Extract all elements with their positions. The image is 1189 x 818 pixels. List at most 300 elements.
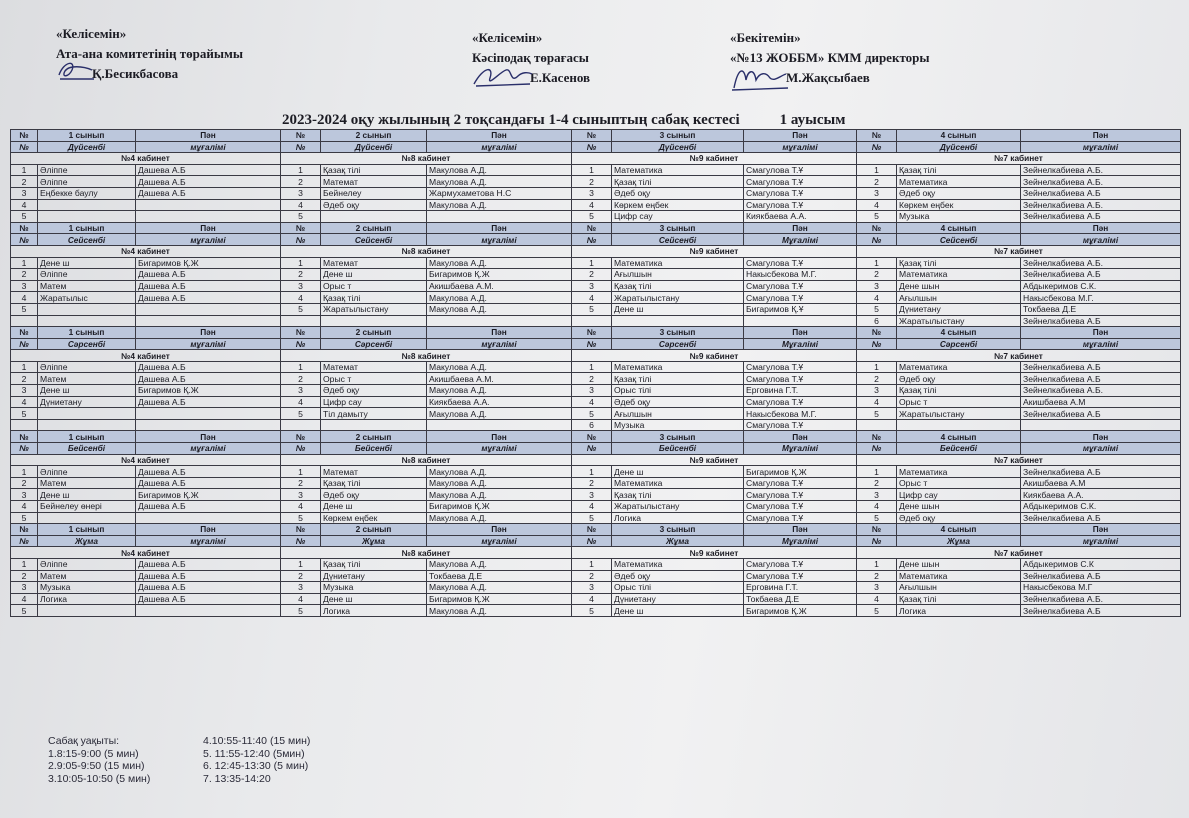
day-cell: № [11, 535, 38, 547]
teacher-cell: Зейнелкабиева А.Б [1021, 187, 1181, 199]
day-cell: № [11, 338, 38, 350]
approval-label: «Бекітемін» [730, 30, 801, 45]
room-cell: №4 кабинет [11, 245, 281, 257]
header-cell: Пән [744, 327, 857, 339]
subject-cell: Еңбекке баулу [38, 187, 136, 199]
teacher-cell: Зейнелкабиева А.Б. [1021, 176, 1181, 188]
lesson-number: 2 [572, 269, 612, 281]
subject-cell [897, 419, 1021, 431]
header-cell: Пән [744, 524, 857, 536]
subject-cell: Орыс т [321, 280, 427, 292]
subject-cell: Әліппе [38, 361, 136, 373]
day-cell: мұғалімі [744, 141, 857, 153]
bell-schedule-title: Сабақ уақыты: [48, 735, 120, 747]
lesson-number: 5 [281, 303, 321, 315]
day-cell: мұғалімі [1021, 443, 1181, 455]
lesson-row [11, 477, 1181, 489]
lesson-number: 1 [572, 466, 612, 478]
lesson-row [11, 419, 1181, 431]
subject-cell: Математ [321, 361, 427, 373]
teacher-cell: Накысбекова М.Г. [1021, 292, 1181, 304]
lesson-row [11, 501, 1181, 513]
lesson-number: 1 [281, 257, 321, 269]
subject-cell: Көркем еңбек [321, 512, 427, 524]
lesson-number: 5 [857, 303, 897, 315]
lesson-number: 4 [281, 396, 321, 408]
teacher-cell: Смагулова Т.Ұ [744, 199, 857, 211]
subject-cell: Математика [612, 164, 744, 176]
day-cell: Сәрсенбі [321, 338, 427, 350]
day-cell: Дүйсенбі [321, 141, 427, 153]
subject-cell: Матем [38, 280, 136, 292]
lesson-number: 6 [857, 315, 897, 327]
subject-cell: Дүниетану [612, 593, 744, 605]
teacher-cell: Дашева А.Б [136, 477, 281, 489]
day-cell: № [11, 234, 38, 246]
room-cell: №8 кабинет [281, 350, 572, 362]
subject-cell: Математика [612, 257, 744, 269]
schedule-header-row [11, 130, 1181, 142]
header-cell: 1 сынып [38, 327, 136, 339]
lesson-number: 3 [572, 385, 612, 397]
subject-cell: Әдеб оқу [897, 373, 1021, 385]
lesson-row [11, 396, 1181, 408]
teacher-cell: Макулова А.Д. [427, 303, 572, 315]
day-cell: Сәрсенбі [897, 338, 1021, 350]
lesson-number: 5 [572, 211, 612, 223]
subject-cell [321, 419, 427, 431]
teacher-cell: Зейнелкабиева А.Б [1021, 269, 1181, 281]
lesson-number: 1 [572, 164, 612, 176]
subject-cell: Жаратылыстану [321, 303, 427, 315]
header-cell: 1 сынып [38, 222, 136, 234]
lesson-number: 1 [11, 466, 38, 478]
lesson-number: 3 [572, 280, 612, 292]
lesson-number [11, 419, 38, 431]
schedule-header-row [11, 431, 1181, 443]
lesson-number: 2 [11, 176, 38, 188]
day-cell: мұғалімі [1021, 535, 1181, 547]
teacher-cell [744, 315, 857, 327]
subject-cell: Дүниетану [321, 570, 427, 582]
lesson-number: 3 [281, 385, 321, 397]
schedule-day-row [11, 338, 1181, 350]
lesson-number: 2 [281, 570, 321, 582]
header-cell: № [857, 130, 897, 142]
room-cell: №4 кабинет [11, 153, 281, 165]
room-cell: №8 кабинет [281, 454, 572, 466]
teacher-cell: Зейнелкабиева А.Б. [1021, 257, 1181, 269]
subject-cell: Қазақ тілі [321, 558, 427, 570]
subject-cell: Ағылшын [897, 292, 1021, 304]
teacher-cell: Абдыкеримов С.К [1021, 558, 1181, 570]
subject-cell: Матем [38, 477, 136, 489]
lesson-number: 4 [11, 593, 38, 605]
lesson-number: 5 [857, 512, 897, 524]
approval-position: Кәсіподақ төрағасы [472, 50, 589, 65]
teacher-cell: Макулова А.Д. [427, 466, 572, 478]
teacher-cell [1021, 419, 1181, 431]
subject-cell [321, 315, 427, 327]
subject-cell: Бейнелеу [321, 187, 427, 199]
lesson-number [11, 315, 38, 327]
lesson-row [11, 211, 1181, 223]
room-cell: №7 кабинет [857, 153, 1181, 165]
subject-cell: Дене ш [38, 489, 136, 501]
lesson-number: 4 [11, 501, 38, 513]
header-cell: № [11, 524, 38, 536]
lesson-number [857, 419, 897, 431]
header-cell: № [281, 130, 321, 142]
header-cell: Пән [136, 524, 281, 536]
teacher-cell: Макулова А.Д. [427, 257, 572, 269]
teacher-cell: Акишбаева А.М [1021, 396, 1181, 408]
subject-cell: Әдеб оқу [612, 570, 744, 582]
bell-period: 2.9:05-9:50 (15 мин) [48, 760, 145, 772]
teacher-cell: Дашева А.Б [136, 187, 281, 199]
teacher-cell: Абдыкеримов С.К. [1021, 280, 1181, 292]
lesson-row [11, 489, 1181, 501]
header-cell: № [11, 222, 38, 234]
subject-cell: Орыс т [897, 477, 1021, 489]
teacher-cell: Зейнелкабиева А.Б [1021, 373, 1181, 385]
teacher-cell: Смагулова Т.Ұ [744, 292, 857, 304]
lesson-number: 5 [857, 211, 897, 223]
day-cell: № [281, 443, 321, 455]
subject-cell: Әдеб оқу [897, 187, 1021, 199]
lesson-row [11, 605, 1181, 617]
subject-cell: Әліппе [38, 466, 136, 478]
subject-cell: Математика [612, 477, 744, 489]
teacher-cell: Макулова А.Д. [427, 176, 572, 188]
subject-cell: Математика [612, 558, 744, 570]
lesson-number: 4 [572, 199, 612, 211]
bell-schedule-col1 [48, 735, 150, 785]
title-text: 2023-2024 оқу жылының 2 тоқсандағы 1-4 сыныптың сабақ кестесі [282, 112, 740, 128]
day-cell: мұғалімі [427, 443, 572, 455]
teacher-cell: Смагулова Т.Ұ [744, 419, 857, 431]
approval-signer-name: Е.Касенов [530, 70, 591, 85]
subject-cell: Дене ш [38, 257, 136, 269]
day-cell: № [11, 141, 38, 153]
teacher-cell [136, 512, 281, 524]
day-cell: мұғалімі [136, 234, 281, 246]
subject-cell: Қазақ тілі [897, 164, 1021, 176]
day-cell: № [281, 338, 321, 350]
lesson-number: 3 [857, 582, 897, 594]
header-cell: 4 сынып [897, 524, 1021, 536]
header-cell: 1 сынып [38, 431, 136, 443]
lesson-row [11, 269, 1181, 281]
header-cell: № [857, 222, 897, 234]
lesson-row [11, 466, 1181, 478]
subject-cell: Әдеб оқу [612, 187, 744, 199]
subject-cell: Музыка [321, 582, 427, 594]
room-cell: №9 кабинет [572, 245, 857, 257]
teacher-cell: Киякбаева А.А. [1021, 489, 1181, 501]
teacher-cell: Бигаримов Қ.Ұ [744, 303, 857, 315]
subject-cell: Дене ш [38, 385, 136, 397]
lesson-number: 1 [572, 558, 612, 570]
teacher-cell: Дашева А.Б [136, 280, 281, 292]
teacher-cell: Макулова А.Д. [427, 292, 572, 304]
lesson-number: 5 [11, 605, 38, 617]
bell-period: 1.8:15-9:00 (5 мин) [48, 747, 139, 760]
lesson-number: 3 [281, 582, 321, 594]
schedule-day-row [11, 234, 1181, 246]
day-cell: Сәрсенбі [38, 338, 136, 350]
day-cell: № [11, 443, 38, 455]
teacher-cell: Дашева А.Б [136, 164, 281, 176]
schedule-header-row [11, 327, 1181, 339]
lesson-number: 4 [281, 199, 321, 211]
teacher-cell: Макулова А.Д. [427, 512, 572, 524]
lesson-row [11, 593, 1181, 605]
lesson-number: 2 [281, 477, 321, 489]
lesson-number: 4 [572, 501, 612, 513]
subject-cell: Дене шын [897, 501, 1021, 513]
room-cell: №9 кабинет [572, 153, 857, 165]
header-cell: № [572, 222, 612, 234]
lesson-number: 1 [281, 558, 321, 570]
teacher-cell: Зейнелкабиева А.Б [1021, 512, 1181, 524]
teacher-cell: Смагулова Т.Ұ [744, 512, 857, 524]
header-cell: № [857, 431, 897, 443]
lesson-row [11, 303, 1181, 315]
room-cell: №8 кабинет [281, 547, 572, 559]
lesson-number: 5 [857, 605, 897, 617]
day-cell: Жұма [38, 535, 136, 547]
lesson-number: 2 [281, 176, 321, 188]
header-cell: Пән [1021, 524, 1181, 536]
schedule-room-row [11, 547, 1181, 559]
teacher-cell [136, 199, 281, 211]
day-cell: Сейсенбі [897, 234, 1021, 246]
day-cell: мұғалімі [427, 338, 572, 350]
teacher-cell: Смагулова Т.Ұ [744, 164, 857, 176]
header-cell: Пән [744, 431, 857, 443]
header-cell: № [281, 431, 321, 443]
subject-cell: Әдеб оқу [321, 385, 427, 397]
teacher-cell: Зейнелкабиева А.Б. [1021, 164, 1181, 176]
day-cell: № [857, 141, 897, 153]
lesson-number: 4 [857, 199, 897, 211]
day-cell: мұғалімі [136, 141, 281, 153]
header-cell: № [281, 524, 321, 536]
day-cell: мұғалімі [136, 443, 281, 455]
schedule-header-row [11, 524, 1181, 536]
day-cell: № [281, 535, 321, 547]
lesson-number: 3 [857, 280, 897, 292]
schedule-room-row [11, 350, 1181, 362]
teacher-cell: Зейнелкабиева А.Б [1021, 211, 1181, 223]
teacher-cell: Макулова А.Д. [427, 361, 572, 373]
lesson-number: 1 [281, 466, 321, 478]
day-cell: мұғалімі [427, 234, 572, 246]
header-cell: № [572, 524, 612, 536]
lesson-number: 4 [572, 396, 612, 408]
subject-cell: Математ [321, 176, 427, 188]
schedule-header-row [11, 222, 1181, 234]
teacher-cell: Смагулова Т.Ұ [744, 570, 857, 582]
day-cell: Жұма [612, 535, 744, 547]
day-cell: № [857, 443, 897, 455]
header-cell: № [11, 431, 38, 443]
subject-cell: Қазақ тілі [612, 373, 744, 385]
teacher-cell [136, 419, 281, 431]
subject-cell: Ағылшын [612, 408, 744, 420]
subject-cell: Әліппе [38, 176, 136, 188]
lesson-number: 4 [857, 593, 897, 605]
teacher-cell: Бигаримов Қ.Ж [427, 501, 572, 513]
subject-cell: Дене шын [897, 558, 1021, 570]
day-cell: мұғалімі [427, 141, 572, 153]
header-cell: № [11, 327, 38, 339]
subject-cell: Әліппе [38, 558, 136, 570]
header-cell: Пән [744, 130, 857, 142]
lesson-number: 2 [11, 570, 38, 582]
subject-cell: Жаратылыстану [612, 292, 744, 304]
teacher-cell: Бигаримов Қ.Ж [136, 489, 281, 501]
subject-cell: Математика [897, 570, 1021, 582]
day-cell: Бейсенбі [897, 443, 1021, 455]
subject-cell: Қазақ тілі [612, 489, 744, 501]
header-cell: Пән [1021, 431, 1181, 443]
teacher-cell: Токбаева Д.Е [427, 570, 572, 582]
subject-cell: Математика [897, 269, 1021, 281]
signature-right [730, 62, 790, 94]
subject-cell: Матем [38, 373, 136, 385]
approval-signer-name: М.Жақсыбаев [786, 70, 870, 85]
subject-cell: Тіл дамыту [321, 408, 427, 420]
lesson-number: 2 [572, 176, 612, 188]
lesson-number: 1 [11, 257, 38, 269]
header-cell: 3 сынып [612, 327, 744, 339]
day-cell: мұғалімі [136, 535, 281, 547]
lesson-number: 1 [857, 361, 897, 373]
day-cell: Жұма [321, 535, 427, 547]
lesson-row [11, 512, 1181, 524]
teacher-cell: Смагулова Т.Ұ [744, 489, 857, 501]
day-cell: Бейсенбі [38, 443, 136, 455]
header-cell: № [572, 431, 612, 443]
lesson-number: 5 [11, 303, 38, 315]
subject-cell: Математ [321, 257, 427, 269]
subject-cell: Қазақ тілі [612, 280, 744, 292]
lesson-number: 2 [11, 269, 38, 281]
header-cell: 1 сынып [38, 524, 136, 536]
teacher-cell: Дашева А.Б [136, 593, 281, 605]
lesson-row [11, 558, 1181, 570]
subject-cell: Музыка [612, 419, 744, 431]
subject-cell: Әдеб оқу [612, 396, 744, 408]
header-cell: 4 сынып [897, 327, 1021, 339]
day-cell: Мұғалімі [744, 338, 857, 350]
subject-cell: Дене ш [321, 501, 427, 513]
teacher-cell: Смагулова Т.Ұ [744, 187, 857, 199]
teacher-cell: Ерговина Г.Т. [744, 385, 857, 397]
room-cell: №7 кабинет [857, 350, 1181, 362]
subject-cell: Көркем еңбек [897, 199, 1021, 211]
lesson-number: 3 [11, 385, 38, 397]
lesson-row [11, 257, 1181, 269]
document-title [282, 112, 845, 129]
teacher-cell [136, 303, 281, 315]
header-cell: 4 сынып [897, 431, 1021, 443]
subject-cell: Дене ш [612, 466, 744, 478]
subject-cell [38, 408, 136, 420]
subject-cell: Цифр сау [612, 211, 744, 223]
teacher-cell: Дашева А.Б [136, 570, 281, 582]
lesson-number: 1 [857, 466, 897, 478]
lesson-number: 5 [572, 512, 612, 524]
lesson-row [11, 582, 1181, 594]
lesson-row [11, 385, 1181, 397]
subject-cell [38, 303, 136, 315]
day-cell: № [857, 535, 897, 547]
day-cell: № [572, 234, 612, 246]
teacher-cell: Смагулова Т.Ұ [744, 280, 857, 292]
day-cell: № [572, 443, 612, 455]
teacher-cell [136, 605, 281, 617]
room-cell: №7 кабинет [857, 454, 1181, 466]
teacher-cell [427, 419, 572, 431]
subject-cell: Жаратылыстану [612, 501, 744, 513]
teacher-cell: Дашева А.Б [136, 582, 281, 594]
subject-cell: Ағылшын [897, 582, 1021, 594]
lesson-number: 5 [572, 408, 612, 420]
teacher-cell: Жармухаметова Н.С [427, 187, 572, 199]
lesson-row [11, 408, 1181, 420]
schedule-day-row [11, 443, 1181, 455]
lesson-number: 5 [281, 512, 321, 524]
day-cell: Мұғалімі [744, 535, 857, 547]
subject-cell: Қазақ тілі [321, 477, 427, 489]
day-cell: Сейсенбі [38, 234, 136, 246]
subject-cell: Әдеб оқу [897, 512, 1021, 524]
day-cell: Дүйсенбі [897, 141, 1021, 153]
header-cell: Пән [1021, 327, 1181, 339]
lesson-number: 5 [11, 211, 38, 223]
approval-label: «Келісемін» [472, 30, 543, 45]
teacher-cell: Зейнелкабиева А.Б. [1021, 593, 1181, 605]
lesson-number: 1 [857, 558, 897, 570]
lesson-number: 5 [281, 605, 321, 617]
teacher-cell: Дашева А.Б [136, 292, 281, 304]
lesson-number: 1 [281, 164, 321, 176]
subject-cell: Логика [321, 605, 427, 617]
room-cell: №7 кабинет [857, 245, 1181, 257]
bell-period: 4.10:55-11:40 (15 мин) [203, 735, 311, 747]
header-cell: Пән [136, 431, 281, 443]
header-cell: 3 сынып [612, 524, 744, 536]
lesson-number: 1 [11, 164, 38, 176]
header-cell: 2 сынып [321, 130, 427, 142]
teacher-cell: Киякбаева А.А. [744, 211, 857, 223]
subject-cell: Математика [612, 361, 744, 373]
room-cell: №4 кабинет [11, 547, 281, 559]
header-cell: № [281, 222, 321, 234]
lesson-row [11, 164, 1181, 176]
subject-cell: Дүниетану [897, 303, 1021, 315]
lesson-number: 3 [281, 187, 321, 199]
header-cell: Пән [136, 222, 281, 234]
subject-cell [38, 199, 136, 211]
subject-cell: Әдеб оқу [321, 489, 427, 501]
header-cell: 3 сынып [612, 431, 744, 443]
teacher-cell: Абдыкеримов С.К. [1021, 501, 1181, 513]
header-cell: 3 сынып [612, 222, 744, 234]
